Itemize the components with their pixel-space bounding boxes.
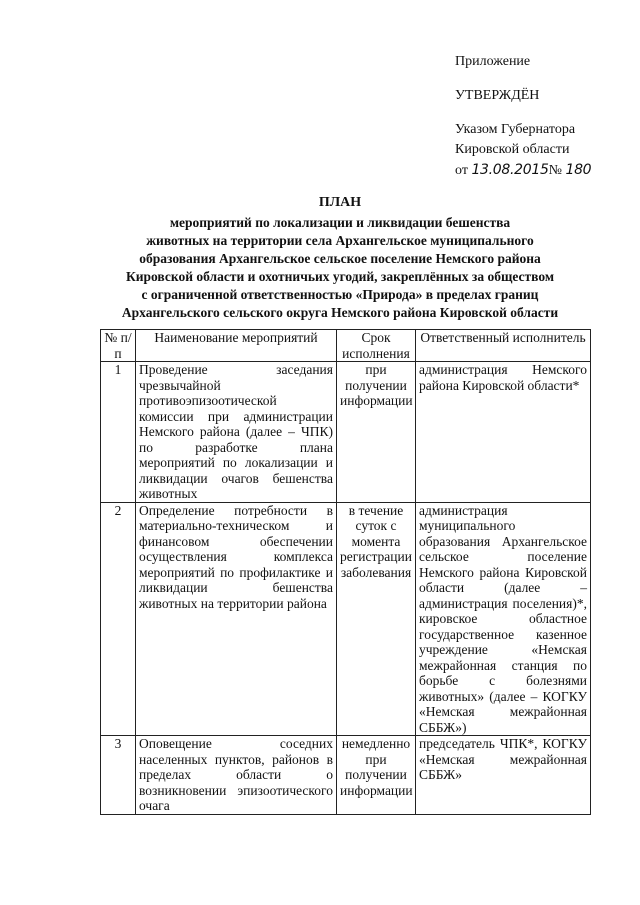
row-responsible: председатель ЧПК*, КОГКУ «Немская межрайонная СББЖ» bbox=[416, 736, 591, 815]
plan-title-line: образования Архангельское сельское поселение Немского района bbox=[139, 251, 541, 266]
header-responsible: Ответственный исполнитель bbox=[416, 330, 591, 362]
row-term: немедленно при получении информации bbox=[337, 736, 416, 815]
plan-title-line: с ограниченной ответственностью «Природа» в пределах границ bbox=[141, 287, 539, 302]
table-row bbox=[101, 362, 591, 503]
from-label: от bbox=[455, 163, 468, 178]
plan-title-line: животных на территории села Архангельское муниципального bbox=[146, 233, 534, 248]
row-responsible: администрация Немского района Кировской области* bbox=[416, 362, 591, 503]
header-num: № п/п bbox=[101, 330, 136, 362]
row-name: Проведение заседания чрезвычайной противоэпизоотической комиссии при администрации Немского района (далее – ЧПК) по разработке плана мероприятий по локализации и ликвидации очагов бешенства животных bbox=[136, 362, 337, 503]
number-label: № bbox=[548, 163, 562, 178]
row-term: в течение суток с момента регистрации заболевания bbox=[337, 502, 416, 736]
header-name: Наименование мероприятий bbox=[136, 330, 337, 362]
row-name: Определение потребности в материально-техническом и финансовом обеспечении осуществления комплекса мероприятий по профилактике и ликвидации бешенства животных на территории района bbox=[136, 502, 337, 736]
measures-table bbox=[100, 329, 591, 815]
header-term: Срок исполнения bbox=[337, 330, 416, 362]
row-num: 1 bbox=[101, 362, 136, 503]
row-name: Оповещение соседних населенных пунктов, районов в пределах области о возникновении эпизоотического очага bbox=[136, 736, 337, 815]
row-term: при получении информации bbox=[337, 362, 416, 503]
plan-title-line: Архангельского сельского округа Немского района Кировской области bbox=[121, 305, 559, 320]
approved-label: УТВЕРЖДЁН bbox=[455, 88, 540, 103]
row-num: 3 bbox=[101, 736, 136, 815]
decree-line-2: Кировской области bbox=[455, 142, 570, 157]
table-header-row bbox=[101, 330, 591, 362]
plan-title-line: мероприятий по локализации и ликвидации бешенства bbox=[169, 215, 511, 230]
decree-line-1: Указом Губернатора bbox=[455, 122, 576, 137]
plan-title-block bbox=[100, 194, 580, 322]
decree-date-line bbox=[455, 160, 635, 181]
plan-title-line: Кировской области и охотничьих угодий, закреплённых за обществом bbox=[125, 269, 555, 284]
row-num: 2 bbox=[101, 502, 136, 736]
plan-heading: ПЛАН bbox=[318, 195, 362, 210]
handwritten-number: 180 bbox=[565, 162, 592, 178]
handwritten-date: 13.08.2015 bbox=[471, 162, 549, 178]
row-responsible: администрация муниципального образования Архангельское сельское поселение Немского района Кировской области (далее – администрация поселения)*, кировское областное государственное казенное учреждение «Немская межрайонная станция по борьбе с болезнями животных» (далее – КОГКУ «Немская межрайонная СББЖ») bbox=[416, 502, 591, 736]
table-row bbox=[101, 502, 591, 736]
table-row bbox=[101, 736, 591, 815]
approval-block bbox=[455, 52, 635, 181]
appendix-label: Приложение bbox=[455, 54, 531, 69]
